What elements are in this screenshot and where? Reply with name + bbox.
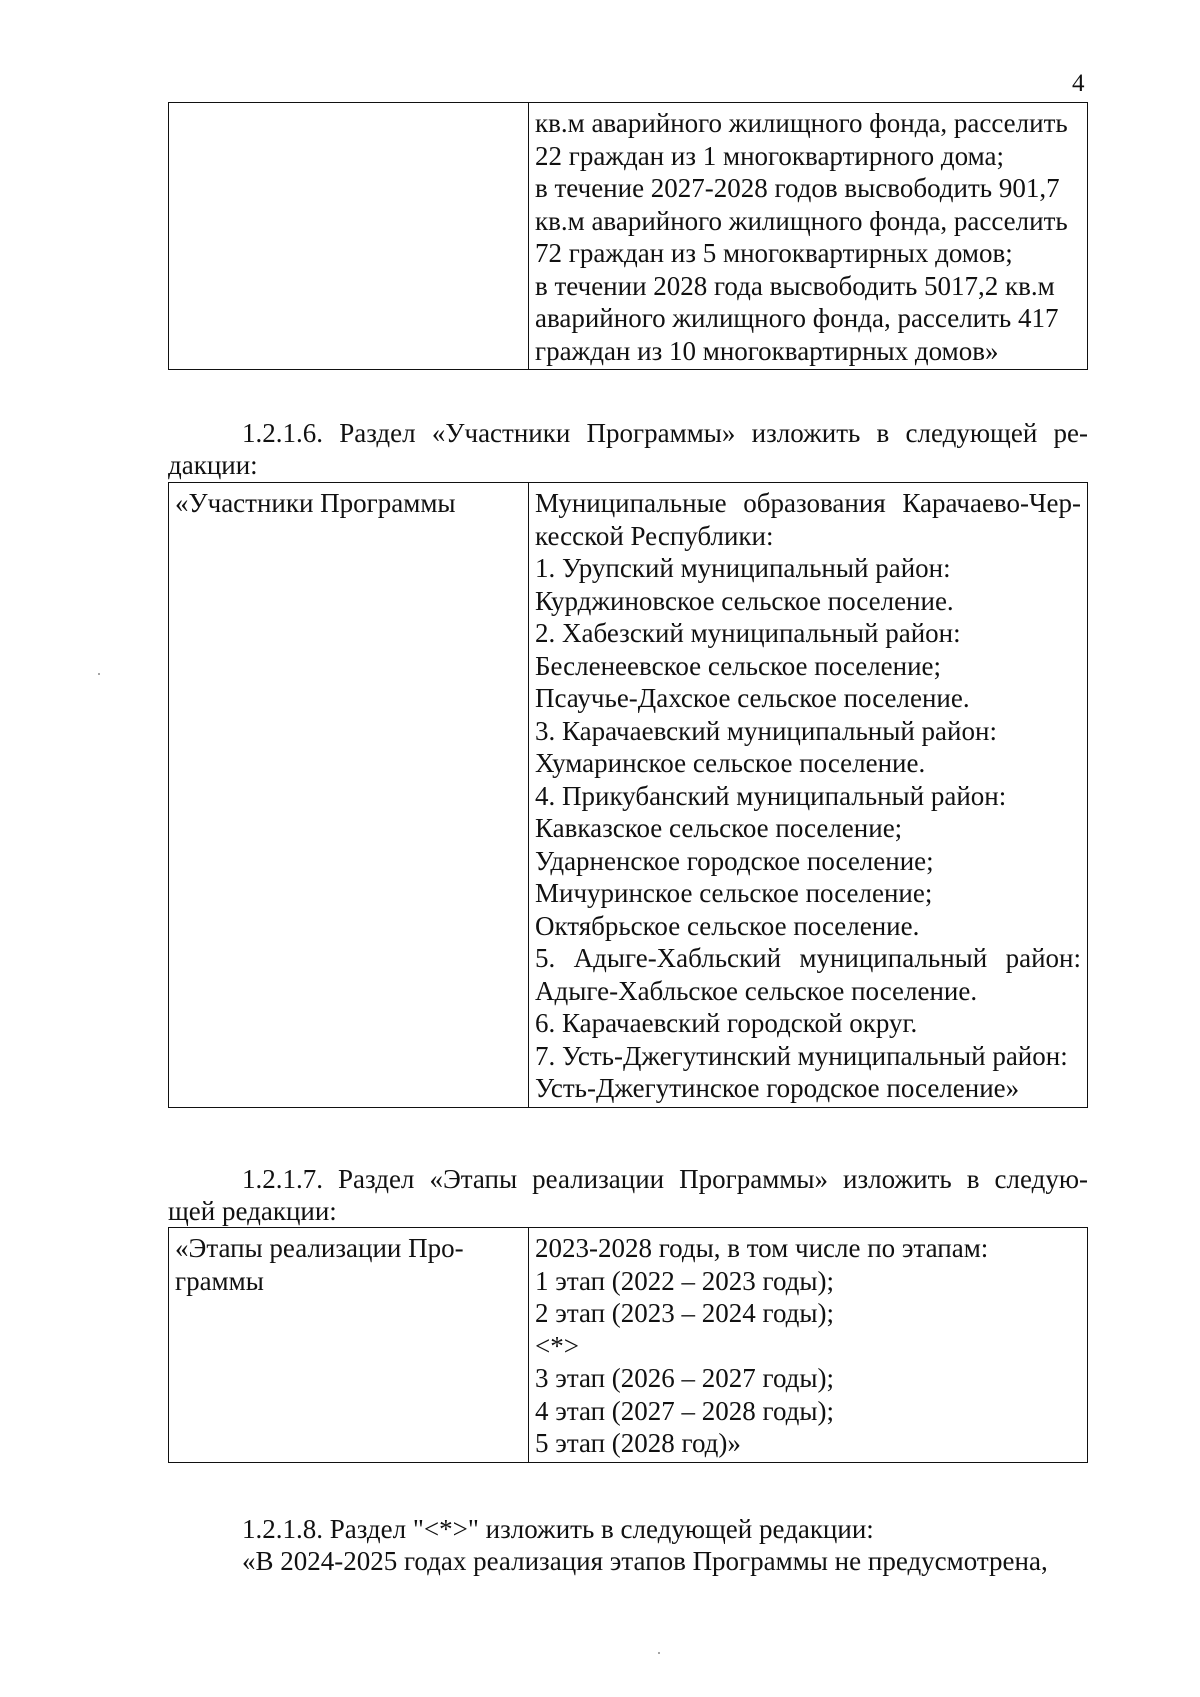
table-cell-right bbox=[529, 1228, 1088, 1463]
text-line: 72 граждан из 5 многоквартирных домов; bbox=[535, 238, 1013, 268]
text-line: кв.м аварийного жилищного фонда, расселить bbox=[535, 205, 1068, 236]
text-line: Псаучье-Дахское сельское поселение. bbox=[535, 683, 970, 713]
table-continuation bbox=[168, 102, 1088, 370]
text-line: «Этапы реализации Про- bbox=[175, 1233, 464, 1263]
text-line: 22 граждан из 1 многоквартирного дома; bbox=[535, 140, 1005, 171]
table-row bbox=[169, 1228, 1088, 1463]
table-cell-right bbox=[529, 103, 1088, 370]
text-line: граждан из 10 многоквартирных домов» bbox=[535, 335, 999, 366]
text-line: Мичуринское сельское поселение; bbox=[535, 878, 933, 908]
table-cell-left bbox=[169, 103, 529, 370]
text-line: в течении 2028 года высвободить 5017,2 кв.м bbox=[535, 270, 1055, 301]
text-line: 5. Адыге-Хабльский муниципальный район: bbox=[535, 943, 1081, 973]
text-line: 6. Карачаевский городской округ. bbox=[535, 1008, 918, 1038]
table-row bbox=[169, 103, 1088, 370]
text-line: 2023-2028 годы, в том числе по этапам: bbox=[535, 1233, 989, 1263]
paragraph-line: щей редакции: bbox=[168, 1196, 337, 1226]
text-line: 3. Карачаевский муниципальный район: bbox=[535, 715, 997, 746]
paragraph-1-2-1-7 bbox=[168, 1163, 1088, 1227]
table-row bbox=[169, 483, 1088, 1108]
text-line: Бесленеевское сельское поселение; bbox=[535, 650, 942, 681]
text-line: <*> bbox=[535, 1330, 579, 1361]
text-line: 5 этап (2028 год)» bbox=[535, 1428, 741, 1458]
text-line: Хумаринское сельское поселение. bbox=[535, 748, 926, 778]
text-line: Курджиновское сельское поселение. bbox=[535, 585, 954, 616]
text-line: аварийного жилищного фонда, расселить 417 bbox=[535, 303, 1059, 333]
table-cell-left bbox=[169, 483, 529, 1108]
scan-speck bbox=[658, 1652, 660, 1654]
paragraph-line: 1.2.1.7. Раздел «Этапы реализации Программы» изложить в следую- bbox=[242, 1164, 1088, 1194]
text-line: 2 этап (2023 – 2024 годы); bbox=[535, 1298, 835, 1328]
text-line: 4. Прикубанский муниципальный район: bbox=[535, 780, 1007, 811]
scan-speck bbox=[98, 673, 100, 675]
paragraph-line: «В 2024-2025 годах реализация этапов Программы не предусмотрена, bbox=[242, 1546, 1048, 1576]
text-line: 2. Хабезский муниципальный район: bbox=[535, 618, 961, 648]
text-line: Усть-Джегутинское городское поселение» bbox=[535, 1073, 1020, 1103]
text-line: Октябрьское сельское поселение. bbox=[535, 910, 920, 941]
text-line: 1. Урупский муниципальный район: bbox=[535, 553, 951, 583]
table-cell-right bbox=[529, 483, 1088, 1108]
text-line: Адыге-Хабльское сельское поселение. bbox=[535, 975, 978, 1006]
text-line: кесской Республики: bbox=[535, 520, 774, 551]
text-line: кв.м аварийного жилищного фонда, расселить bbox=[535, 108, 1068, 138]
page-number: 4 bbox=[1072, 70, 1085, 97]
paragraph-line: 1.2.1.8. Раздел "<*>" изложить в следующей редакции: bbox=[242, 1514, 874, 1544]
text-line: 1 этап (2022 – 2023 годы); bbox=[535, 1265, 835, 1296]
text-line: 4 этап (2027 – 2028 годы); bbox=[535, 1395, 835, 1426]
table-cell-left bbox=[169, 1228, 529, 1463]
text-line: 7. Усть-Джегутинский муниципальный район: bbox=[535, 1040, 1068, 1071]
paragraph-1-2-1-6 bbox=[168, 417, 1088, 481]
text-line: в течение 2027-2028 годов высвободить 901,7 bbox=[535, 173, 1060, 203]
text-line: Ударненское городское поселение; bbox=[535, 845, 934, 876]
text-line: «Участники Программы bbox=[175, 488, 456, 518]
paragraph-line: 1.2.1.6. Раздел «Участники Программы» изложить в следующей ре- bbox=[242, 418, 1088, 448]
text-line: Кавказское сельское поселение; bbox=[535, 813, 903, 843]
text-line: граммы bbox=[175, 1265, 264, 1296]
table-participants bbox=[168, 482, 1088, 1108]
text-line: Муниципальные образования Карачаево-Чер- bbox=[535, 488, 1081, 518]
table-stages bbox=[168, 1227, 1088, 1463]
paragraph-1-2-1-8 bbox=[168, 1513, 1088, 1577]
text-line: 3 этап (2026 – 2027 годы); bbox=[535, 1363, 835, 1393]
paragraph-line: дакции: bbox=[168, 450, 258, 480]
